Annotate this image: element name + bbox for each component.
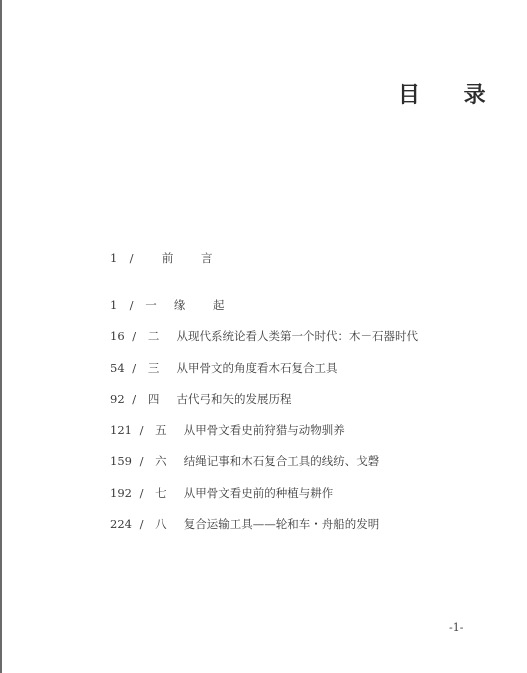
toc-chapter-title: 缘 起 xyxy=(173,298,237,312)
toc-page-number: 121 xyxy=(110,423,132,437)
toc-chapter-title: 从甲骨文的角度看木石复合工具 xyxy=(176,361,338,375)
toc-separator: / xyxy=(139,486,144,500)
toc-chapter-title: 前 言 xyxy=(161,251,225,265)
toc-chapter-title: 从甲骨文看史前狩猎与动物驯养 xyxy=(183,423,345,437)
toc-entry-chapter-2[interactable] xyxy=(110,326,418,346)
toc-chapter-title: 复合运输工具——轮和车・舟船的发明 xyxy=(183,517,380,531)
toc-page-number: 16 xyxy=(110,329,125,343)
toc-chapter-number: 三 xyxy=(147,361,160,375)
page-number-footer: -1- xyxy=(449,621,464,634)
toc-page-number: 192 xyxy=(110,486,132,500)
toc-entry-chapter-3[interactable] xyxy=(110,358,337,378)
toc-page-number: 1 xyxy=(110,298,118,312)
toc-separator: / xyxy=(132,329,137,343)
toc-chapter-number: 二 xyxy=(147,329,160,343)
toc-page-number: 159 xyxy=(110,454,132,468)
toc-separator: / xyxy=(129,298,134,312)
toc-separator: / xyxy=(129,251,134,265)
toc-entry-chapter-7[interactable] xyxy=(110,483,333,503)
toc-page-number: 92 xyxy=(110,392,125,406)
toc-chapter-number: 五 xyxy=(155,423,167,437)
toc-chapter-number: 七 xyxy=(155,486,167,500)
toc-page-number: 224 xyxy=(110,517,132,531)
toc-chapter-title: 结绳记事和木石复合工具的线纺、戈磬 xyxy=(183,454,380,468)
toc-chapter-number: 四 xyxy=(147,392,160,406)
toc-entry-chapter-4[interactable] xyxy=(110,389,291,409)
toc-page-number: 54 xyxy=(110,361,125,375)
toc-chapter-title: 从甲骨文看史前的种植与耕作 xyxy=(183,486,334,500)
toc-title: 目 录 xyxy=(398,82,504,108)
toc-entry-chapter-6[interactable] xyxy=(110,451,379,471)
toc-separator: / xyxy=(139,517,144,531)
toc-chapter-number: 一 xyxy=(145,298,157,312)
toc-entry-preface[interactable] xyxy=(110,248,225,268)
toc-entry-chapter-8[interactable] xyxy=(110,514,379,534)
toc-chapter-title: 古代弓和矢的发展历程 xyxy=(176,392,292,406)
toc-chapter-number: 六 xyxy=(155,454,167,468)
toc-separator: / xyxy=(132,361,137,375)
toc-entry-chapter-5[interactable] xyxy=(110,420,345,440)
toc-separator: / xyxy=(139,454,144,468)
toc-chapter-title: 从现代系统论看人类第一个时代：木－石器时代 xyxy=(176,329,418,343)
toc-separator: / xyxy=(139,423,144,437)
toc-chapter-number: 八 xyxy=(155,517,167,531)
page-left-border xyxy=(0,0,2,673)
toc-separator: / xyxy=(132,392,137,406)
toc-page-number: 1 xyxy=(110,251,118,265)
toc-entry-chapter-1[interactable] xyxy=(110,295,237,315)
